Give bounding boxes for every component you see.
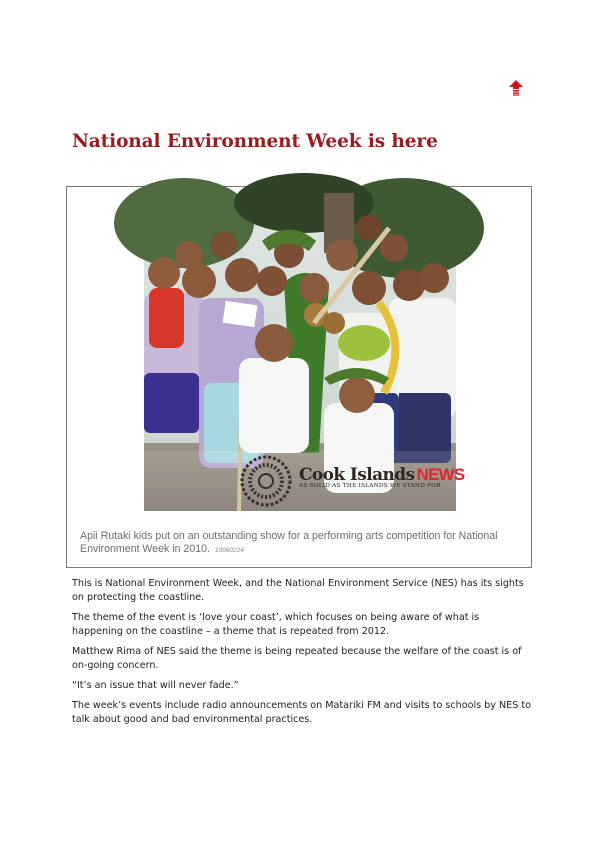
- article-photo: [144, 193, 465, 511]
- photo-id: 10060224: [214, 546, 244, 554]
- arrow-up-icon: [509, 80, 523, 96]
- watermark-tagline: AS SOLID AS THE ISLANDS WE STAND FOR: [299, 483, 441, 489]
- paragraph: “It’s an issue that will never fade.”: [72, 680, 239, 691]
- watermark-brand-accent: NEWS: [416, 465, 465, 484]
- paragraph: Matthew Rima of NES said the theme is being repeated because the welfare of the coast is of on-going concern.: [72, 646, 522, 671]
- paragraph: The theme of the event is ‘love your coast’, which focuses on being aware of what is happening on the coastline – a theme that is repeated from 2012.: [72, 612, 480, 637]
- watermark-brand: Cook Islands: [299, 465, 415, 485]
- paragraph: This is National Environment Week, and the National Environment Service (NES) has its sights on protecting the coastline.: [72, 578, 524, 603]
- caption-text: Apii Rutaki kids put on an outstanding show for a performing arts competition for National Environment Week in 2010.: [80, 530, 498, 555]
- watermark-text: [299, 465, 464, 489]
- article-title: National Environment Week is here: [72, 131, 438, 152]
- article-body: [72, 577, 532, 733]
- photo-caption: [80, 530, 525, 557]
- back-to-top-button[interactable]: [509, 80, 523, 96]
- paragraph: The week’s events include radio announcements on Matariki FM and visits to schools by NES to talk about good and bad environmental practices.: [72, 700, 532, 725]
